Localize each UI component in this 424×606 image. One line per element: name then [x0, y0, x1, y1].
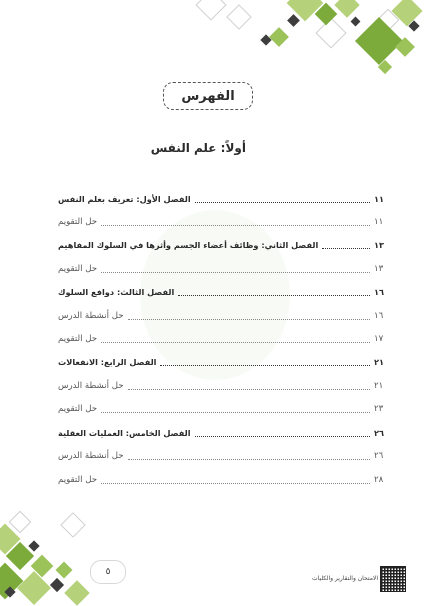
toc-row-title: حل التقويم	[58, 475, 98, 485]
toc-row-title: حل أنشطة الدرس	[58, 311, 124, 321]
bottom-left-decoration	[0, 510, 120, 598]
toc-row-page: ١٣	[374, 264, 384, 274]
page-number: ٥	[90, 560, 126, 584]
toc-row-title: حل التقويم	[58, 217, 98, 227]
leader-dots	[195, 429, 371, 437]
leader-dots	[128, 312, 370, 320]
toc-row-page: ٢٦	[374, 428, 384, 438]
toc-row-title: الفصل الثاني: وظائف أعضاء الجسم وأثرها في السلوك المفاهيم	[58, 240, 319, 250]
toc-row-title: الفصل الخامس: العمليات العقلية	[58, 428, 191, 438]
toc-row[interactable]	[58, 192, 388, 206]
toc-row-page: ١٣	[374, 240, 384, 250]
toc-row-title: الفصل الأول: تعريف بعلم النفس	[58, 194, 191, 204]
toc-row-page: ١٦	[374, 311, 384, 321]
leader-dots	[195, 195, 370, 203]
toc-row-page: ٢٨	[374, 475, 384, 485]
toc-row[interactable]	[58, 215, 388, 229]
toc-row-page: ١٦	[374, 287, 384, 297]
toc-row-title: حل التقويم	[58, 264, 98, 274]
toc-row-page: ٢١	[374, 357, 384, 367]
leader-dots	[128, 382, 370, 390]
toc-row-page: ١١	[374, 217, 384, 227]
top-right-decoration	[0, 0, 424, 80]
leader-dots	[101, 476, 370, 484]
section-title: أولاً: علم النفس	[150, 141, 246, 155]
toc-row[interactable]	[58, 262, 388, 276]
toc-row-page: ١٧	[374, 334, 384, 344]
qr-code-icon	[380, 566, 406, 592]
leader-dots	[160, 358, 370, 366]
toc-row-title: حل التقويم	[58, 334, 98, 344]
toc-row[interactable]	[58, 238, 388, 252]
leader-dots	[128, 452, 370, 460]
toc-row[interactable]	[58, 379, 388, 393]
toc-row-title: الفصل الرابع: الانفعالات	[58, 357, 157, 367]
toc-row-page: ٢٣	[374, 404, 384, 414]
toc-row[interactable]	[58, 332, 388, 346]
toc-heading: الفهرس	[163, 82, 253, 110]
toc-row[interactable]	[58, 309, 388, 323]
toc-row[interactable]	[58, 355, 388, 369]
leader-dots	[101, 265, 370, 273]
toc-row-page: ١١	[374, 194, 384, 204]
leader-dots	[101, 218, 370, 226]
leader-dots	[101, 335, 370, 343]
toc-row-title: الفصل الثالث: دوافع السلوك	[58, 287, 175, 297]
toc-row-page: ٢٦	[374, 451, 384, 461]
toc-row-title: حل أنشطة الدرس	[58, 451, 124, 461]
toc-row[interactable]	[58, 426, 388, 440]
toc-row-title: حل أنشطة الدرس	[58, 381, 124, 391]
toc-row-title: حل التقويم	[58, 404, 98, 414]
toc-row[interactable]	[58, 285, 388, 299]
leader-dots	[322, 241, 370, 249]
leader-dots	[101, 405, 370, 413]
leader-dots	[178, 288, 370, 296]
toc-row-page: ٢١	[374, 381, 384, 391]
toc-row[interactable]	[58, 402, 388, 416]
toc-row[interactable]	[58, 449, 388, 463]
toc-row[interactable]	[58, 473, 388, 487]
footer-caption: الامتحان والتقارير والكليات	[312, 575, 378, 582]
